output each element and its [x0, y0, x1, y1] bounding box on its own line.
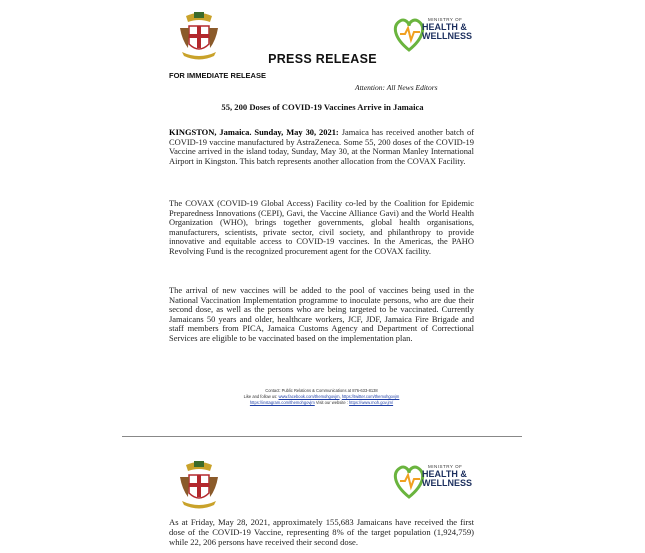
ministry-logo [392, 461, 472, 507]
ministry-name [422, 465, 472, 488]
attention-line: Attention: All News Editors [355, 83, 438, 92]
contact-line: Contact: Public Relations & Communications at 876-633-8138 [265, 388, 378, 393]
social-line-1: Like and follow us: www.facebook.com/themohgovjm, https://twitter.com/themohgovjm [243, 394, 400, 399]
paragraph-page2: As at Friday, May 28, 2021, approximately 155,683 Jamaicans have received the first dose of the COVID-19 Vaccine, representing 8% of the target population (1,924,759) while 22, 206 persons have received their second dose. [169, 517, 474, 547]
dateline: KINGSTON, Jamaica. Sunday, May 30, 2021: [169, 127, 339, 137]
instagram-link[interactable]: https://instagram.com/themohgovjm [249, 400, 315, 405]
ministry-small-text: MINISTRY OF [428, 464, 463, 469]
contact-footer [169, 388, 474, 406]
website-link[interactable]: https://www.moh.gov.jm/ [349, 400, 394, 405]
ministry-line2: WELLNESS [422, 477, 473, 488]
ministry-name [422, 18, 472, 41]
heart-icon [392, 14, 426, 54]
page-title: PRESS RELEASE [268, 52, 377, 66]
page-divider [122, 436, 522, 437]
paragraph-1-text: Jamaica has received another batch of COVID-19 vaccine manufactured by AstraZeneca. Some 55, 200 doses of the COVID-19 Vaccine arrived in the island today, Sunday, May 30, at the Norman Manley International Airport in Kingston. This batch represents another allocation from the COVAX Facility. [169, 127, 474, 166]
immediate-release-label: FOR IMMEDIATE RELEASE [169, 71, 266, 80]
heart-icon [392, 461, 426, 501]
headline: 55, 200 Doses of COVID-19 Vaccines Arrive in Jamaica [221, 102, 424, 112]
facebook-link[interactable]: www.facebook.com/themohgovjm [278, 394, 340, 399]
paragraph-3: The arrival of new vaccines will be added to the pool of vaccines being used in the National Vaccination Implementation programme to inoculate persons, who are due their second dose, as well as the persons who are being targeted to be vaccinated. Currently Jamaicans 50 years and older, healthcare workers, JCF, JDF, Jamaica Fire Brigade and staff members from PICA, Jamaica Customs Agency and Department of Correctional Services are eligible to be vaccinated based on the implementation plan. [169, 285, 474, 343]
paragraph-2: The COVAX (COVID-19 Global Access) Facility co-led by the Coalition for Epidemic Preparedness Innovations (CEPI), Gavi, the Vaccine Alliance Gavi) and the World Health Organization (WHO), brings together governments, global health organisations, manufacturers, scientists, private sector, civil society, and philanthropy to provide innovative and equitable access to COVID-19 vaccines. In the Americas, the PAHO Revolving Fund is the recognized procurement agent for the COVAX facility. [169, 198, 474, 256]
ministry-line2: WELLNESS [422, 30, 473, 41]
social-line-2: https://instagram.com/themohgovjm Visit our website : https://www.moh.gov.jm/ [249, 400, 394, 405]
ministry-line1: HEALTH & [422, 21, 467, 32]
ministry-line1: HEALTH & [422, 468, 467, 479]
twitter-link[interactable]: https://twitter.com/themohgovjm [341, 394, 400, 399]
coat-of-arms-icon [176, 459, 222, 511]
ministry-small-text: MINISTRY OF [428, 17, 463, 22]
paragraph-1 [169, 128, 474, 166]
